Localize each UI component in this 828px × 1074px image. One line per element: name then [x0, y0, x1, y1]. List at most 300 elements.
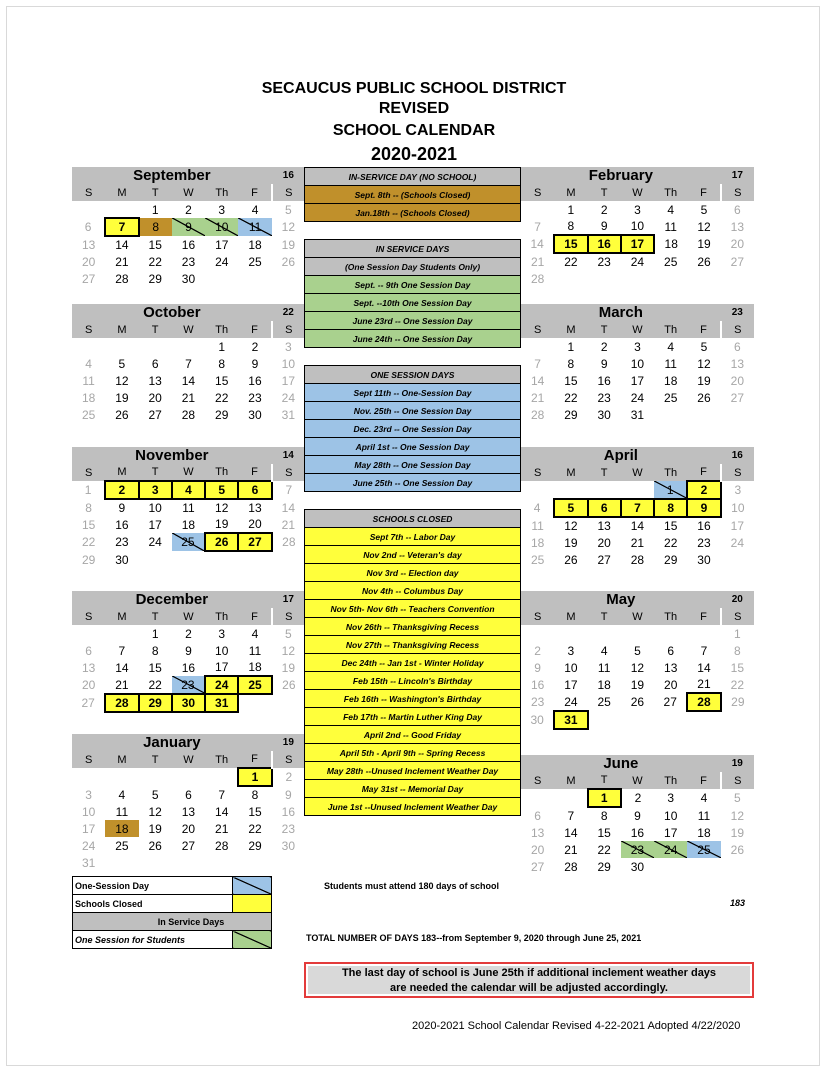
day-cell: 1 — [84, 483, 92, 497]
day-cell — [139, 338, 172, 355]
month-day-count: 17 — [721, 167, 754, 184]
weekday-header: S — [521, 464, 554, 481]
day-cell: 5 — [733, 791, 741, 805]
day-cell — [687, 858, 720, 875]
weekday-header: T — [588, 608, 621, 625]
day-cell: 17 — [730, 518, 744, 533]
weekday-header: S — [721, 184, 754, 201]
month-oct — [72, 304, 305, 423]
weekday-header: Th — [205, 321, 238, 338]
last-day-notice — [304, 962, 754, 998]
day-cell: 5 — [634, 643, 641, 658]
legend-item: IN-SERVICE DAY (NO SCHOOL) — [305, 168, 521, 186]
weekday-header: S — [72, 321, 105, 338]
day-cell: 9 — [634, 808, 641, 823]
day-cell: 28 — [564, 859, 578, 874]
day-cell: 30 — [115, 552, 129, 567]
day-cell: 19 — [697, 373, 711, 388]
weekday-header: T — [588, 464, 621, 481]
day-cell: 6 — [151, 356, 159, 371]
day-cell: 11 — [597, 660, 611, 675]
day-cell: 11 — [182, 501, 195, 515]
day-cell: 14 — [281, 500, 295, 515]
month-day-count: 19 — [272, 734, 305, 751]
legend-item: May 28th --Unused Inclement Weather Day — [305, 762, 521, 780]
day-cell: 22 — [148, 677, 162, 692]
day-cell: 13 — [81, 660, 96, 675]
day-cell: 27 — [597, 552, 611, 567]
day-cell: 1 — [588, 789, 621, 807]
day-cell: 27 — [730, 254, 745, 269]
day-cell: 3 — [218, 202, 226, 217]
day-cell: 7 — [218, 787, 226, 802]
day-cell: 23 — [181, 254, 196, 269]
legend-item: Feb 17th -- Martin Luther King Day — [305, 708, 521, 726]
day-cell — [521, 625, 554, 642]
day-cell: 19 — [148, 821, 162, 836]
day-cell: 27 — [663, 695, 677, 709]
day-cell: 23 — [621, 841, 654, 858]
day-cell: 4 — [118, 787, 126, 802]
weekday-header: W — [621, 321, 654, 338]
day-cell: 16 — [115, 517, 129, 532]
day-cell: 9 — [534, 660, 541, 675]
day-cell: 12 — [697, 356, 711, 371]
weekday-header: T — [588, 184, 621, 201]
calendar-label: SCHOOL CALENDAR — [332, 122, 496, 139]
day-cell: 7 — [118, 643, 126, 658]
day-cell: 6 — [185, 787, 192, 802]
weekday-header: M — [105, 464, 138, 481]
day-cell: 10 — [205, 218, 238, 236]
day-cell: 4 — [533, 501, 541, 515]
key-one-students-swatch — [233, 931, 272, 949]
district-name: SECAUCUS PUBLIC SCHOOL DISTRICT — [261, 80, 567, 97]
month-jan — [72, 734, 305, 871]
month-jun — [521, 755, 754, 875]
day-cell: 28 — [530, 407, 545, 422]
day-cell: 21 — [697, 677, 711, 691]
legend-item — [305, 222, 521, 240]
day-cell: 13 — [730, 356, 744, 371]
day-cell: 23 — [697, 535, 711, 550]
day-cell: 6 — [84, 220, 92, 234]
day-cell: 4 — [600, 643, 608, 658]
day-cell: 24 — [630, 390, 645, 405]
day-cell: 28 — [115, 271, 129, 286]
day-cell: 2 — [634, 791, 642, 805]
day-cell: 8 — [567, 356, 575, 371]
day-cell — [654, 270, 687, 287]
day-cell: 27 — [530, 859, 545, 874]
legend-item: June 25th -- One Session Day — [305, 474, 521, 492]
weekday-header: M — [554, 772, 587, 789]
day-cell: 16 — [597, 373, 611, 388]
day-cell: 23 — [597, 255, 611, 269]
day-cell: 28 — [630, 552, 645, 567]
day-cell: 23 — [530, 695, 545, 709]
day-cell: 8 — [151, 643, 159, 658]
day-cell: 7 — [534, 356, 541, 371]
day-cell: 29 — [248, 838, 262, 853]
legend-item: Dec. 23rd -- One Session Day — [305, 420, 521, 438]
day-cell: 15 — [81, 517, 96, 532]
day-cell: 9 — [284, 787, 292, 802]
day-cell: 26 — [697, 390, 711, 405]
day-cell: 30 — [530, 713, 544, 727]
day-cell: 27 — [81, 696, 95, 710]
weekday-header: T — [139, 464, 172, 481]
day-cell — [654, 406, 687, 423]
day-cell: 22 — [215, 390, 229, 405]
day-cell: 6 — [733, 339, 741, 354]
day-cell: 9 — [687, 499, 720, 517]
month-day-count: 16 — [272, 167, 305, 184]
day-cell: 14 — [530, 237, 544, 251]
legend-item: May 28th -- One Session Day — [305, 456, 521, 474]
day-cell: 30 — [181, 271, 196, 286]
day-cell: 20 — [148, 390, 162, 405]
key-closed-swatch — [233, 895, 272, 913]
day-cell: 31 — [205, 694, 238, 712]
day-cell: 27 — [181, 838, 196, 853]
day-cell: 6 — [85, 643, 92, 658]
day-cell — [139, 551, 172, 568]
day-cell: 26 — [115, 407, 129, 422]
day-cell — [621, 481, 654, 499]
day-cell: 17 — [148, 517, 162, 532]
day-cell: 3 — [734, 483, 742, 497]
legend-item: Nov 26th -- Thanksgiving Recess — [305, 618, 521, 636]
day-cell: 29 — [148, 271, 162, 286]
month-day-count: 19 — [721, 755, 754, 772]
legend-item: Jan.18th -- (Schools Closed) — [305, 204, 521, 222]
legend-item: May 31st -- Memorial Day — [305, 780, 521, 798]
day-cell: 21 — [181, 390, 196, 405]
day-cell: 18 — [664, 373, 678, 388]
day-cell: 12 — [215, 501, 229, 515]
month-name: December — [72, 591, 272, 608]
day-cell: 22 — [597, 842, 611, 857]
day-cell: 16 — [630, 825, 645, 840]
legend-item: Nov. 25th -- One Session Day — [305, 402, 521, 420]
weekday-header: F — [687, 184, 720, 201]
day-cell: 30 — [630, 859, 645, 874]
day-cell — [139, 854, 172, 871]
day-cell — [105, 338, 138, 355]
weekday-header: S — [72, 184, 105, 201]
day-cell: 25 — [81, 407, 96, 422]
day-cell: 19 — [281, 237, 296, 252]
day-cell: 22 — [564, 255, 578, 269]
day-cell: 6 — [534, 808, 541, 823]
weekday-header: W — [621, 184, 654, 201]
legend-item: June 1st --Unused Inclement Weather Day — [305, 798, 521, 816]
day-cell: 19 — [115, 390, 129, 405]
day-cell — [654, 711, 687, 729]
day-cell — [588, 625, 621, 642]
weekday-header: W — [172, 184, 205, 201]
day-cell: 31 — [554, 711, 587, 729]
day-cell: 12 — [630, 660, 645, 675]
day-cell: 26 — [205, 533, 238, 551]
weekday-header: S — [272, 608, 305, 625]
day-cell: 10 — [281, 356, 295, 371]
day-cell: 25 — [530, 552, 545, 567]
day-cell: 17 — [630, 373, 645, 388]
legend-item: Sept. -- 9th One Session Day — [305, 276, 521, 294]
day-cell: 20 — [664, 677, 678, 692]
day-cell — [521, 201, 554, 218]
day-cell: 29 — [597, 859, 611, 874]
key-closed-label: Schools Closed — [73, 895, 233, 913]
legend-item: Feb 15th -- Lincoln's Birthday — [305, 672, 521, 690]
day-cell: 23 — [172, 676, 205, 694]
weekday-header: S — [721, 321, 754, 338]
day-cell: 4 — [667, 339, 675, 354]
day-cell: 25 — [172, 533, 205, 551]
month-feb — [521, 167, 754, 287]
weekday-header: W — [621, 608, 654, 625]
weekday-header: F — [238, 608, 271, 625]
day-cell: 3 — [218, 626, 226, 641]
day-cell: 1 — [238, 768, 271, 786]
day-cell: 20 — [597, 535, 611, 550]
weekday-header: F — [687, 608, 720, 625]
weekday-header: Th — [654, 772, 687, 789]
day-cell: 9 — [251, 356, 259, 371]
day-cell: 18 — [181, 517, 196, 532]
day-cell: 22 — [81, 535, 96, 549]
weekday-header: F — [238, 184, 271, 201]
day-cell: 24 — [148, 535, 162, 549]
month-name: April — [521, 447, 721, 464]
weekday-header: F — [238, 321, 271, 338]
day-cell: 10 — [215, 643, 229, 658]
day-cell: 15 — [730, 660, 744, 675]
day-cell: 8 — [733, 643, 741, 658]
legend-item: June 23rd -- One Session Day — [305, 312, 521, 330]
day-cell: 1 — [567, 339, 575, 354]
day-cell: 3 — [567, 643, 575, 658]
day-cell: 3 — [667, 791, 675, 805]
weekday-header: S — [721, 608, 754, 625]
day-cell: 2 — [534, 643, 541, 658]
weekday-header: T — [139, 608, 172, 625]
day-cell: 14 — [630, 519, 645, 533]
month-name: October — [72, 304, 272, 321]
day-cell: 14 — [530, 373, 545, 388]
weekday-header: S — [72, 608, 105, 625]
attend-note: Students must attend 180 days of school — [324, 881, 500, 891]
day-cell: 7 — [567, 808, 575, 823]
day-cell: 18 — [530, 535, 545, 550]
day-cell: 14 — [697, 660, 711, 675]
day-cell: 4 — [667, 202, 675, 217]
day-cell: 1 — [654, 481, 687, 499]
day-cell: 26 — [281, 254, 296, 269]
day-cell: 17 — [621, 235, 654, 253]
day-cell: 7 — [285, 483, 293, 497]
day-cell: 28 — [181, 407, 196, 422]
weekday-header: M — [554, 608, 587, 625]
weekday-header: S — [521, 608, 554, 625]
legend-item: Dec 24th -- Jan 1st - Winter Holiday — [305, 654, 521, 672]
day-cell: 7 — [621, 499, 654, 517]
day-cell — [721, 711, 754, 729]
day-cell: 7 — [700, 643, 708, 658]
legend-item: April 1st -- One Session Day — [305, 438, 521, 456]
day-cell: 26 — [564, 552, 578, 567]
day-cell: 19 — [730, 825, 744, 840]
day-cell: 9 — [600, 356, 608, 371]
day-cell: 25 — [238, 676, 271, 694]
day-cell — [687, 270, 720, 287]
day-cell — [238, 854, 271, 871]
legend-item: April 5th - April 9th -- Spring Recess — [305, 744, 521, 762]
day-cell — [687, 625, 720, 642]
day-cell: 10 — [81, 804, 96, 819]
legend-item: April 2nd -- Good Friday — [305, 726, 521, 744]
weekday-header: M — [105, 321, 138, 338]
day-cell: 10 — [630, 219, 645, 233]
day-cell: 29 — [139, 694, 172, 712]
last-day-line2: are needed the calendar will be adjusted accordingly. — [390, 982, 668, 994]
day-cell — [105, 625, 138, 642]
day-cell: 15 — [554, 235, 587, 253]
day-cell: 7 — [185, 356, 192, 371]
weekday-header: Th — [654, 184, 687, 201]
weekday-header: T — [588, 772, 621, 789]
day-cell: 30 — [281, 838, 296, 853]
day-cell: 8 — [218, 356, 226, 371]
day-cell — [272, 694, 305, 712]
day-cell: 10 — [148, 501, 162, 515]
last-day-line1: The last day of school is June 25th if additional inclement weather days — [341, 967, 717, 979]
day-cell — [205, 551, 238, 568]
day-cell: 30 — [248, 407, 262, 422]
day-cell: 24 — [730, 535, 744, 550]
day-cell: 27 — [148, 407, 162, 422]
day-cell: 14 — [115, 660, 129, 675]
day-cell: 12 — [697, 219, 711, 234]
footer-note: 2020-2021 School Calendar Revised 4-22-2021 Adopted 4/22/2020 — [412, 1020, 741, 1032]
day-cell: 2 — [285, 770, 293, 784]
weekday-header: W — [621, 772, 654, 789]
day-cell: 24 — [564, 694, 578, 709]
weekday-header: Th — [205, 184, 238, 201]
day-cell: 25 — [115, 838, 129, 853]
day-cell: 8 — [251, 788, 259, 802]
day-cell: 28 — [105, 694, 138, 712]
day-cell: 30 — [172, 694, 205, 712]
day-cell: 16 — [248, 373, 262, 388]
day-cell: 20 — [181, 821, 196, 836]
day-cell: 18 — [81, 390, 96, 405]
day-cell — [172, 551, 205, 568]
day-cell: 28 — [282, 535, 296, 549]
month-name: March — [521, 304, 721, 321]
weekday-header: S — [721, 772, 754, 789]
day-cell: 20 — [530, 842, 545, 857]
day-cell: 26 — [730, 842, 744, 857]
day-cell — [654, 625, 687, 642]
day-cell — [621, 711, 654, 729]
month-day-count: 20 — [721, 591, 754, 608]
day-cell: 12 — [115, 373, 129, 388]
day-cell — [554, 625, 587, 642]
day-cell: 8 — [654, 499, 687, 517]
day-cell: 4 — [85, 356, 92, 371]
month-dec — [72, 591, 305, 713]
day-cell: 29 — [664, 552, 678, 567]
day-cell: 6 — [238, 481, 271, 499]
weekday-header: W — [172, 321, 205, 338]
day-cell: 25 — [248, 254, 262, 269]
day-cell: 5 — [284, 626, 292, 641]
weekday-header: S — [72, 464, 105, 481]
day-cell: 5 — [554, 499, 587, 517]
day-cell: 17 — [215, 237, 229, 252]
day-cell: 27 — [730, 390, 744, 405]
day-cell: 24 — [654, 841, 687, 858]
day-cell — [621, 625, 654, 642]
day-cell: 25 — [597, 695, 611, 709]
day-cell: 1 — [733, 626, 741, 641]
weekday-header: S — [272, 321, 305, 338]
day-cell — [588, 270, 621, 287]
day-cell: 18 — [597, 677, 611, 692]
day-cell: 13 — [81, 237, 96, 252]
day-cell: 25 — [687, 841, 720, 858]
day-cell: 24 — [81, 838, 96, 853]
day-cell: 9 — [172, 218, 205, 236]
weekday-header: M — [105, 608, 138, 625]
month-name: January — [72, 734, 272, 751]
day-cell: 31 — [281, 407, 295, 422]
day-cell: 19 — [281, 660, 296, 675]
day-cell: 22 — [564, 390, 578, 405]
legend-item: Feb 16th -- Washington's Birthday — [305, 690, 521, 708]
month-day-count: 16 — [721, 447, 754, 464]
day-cell: 10 — [664, 808, 678, 823]
legend-item: Nov 27th -- Thanksgiving Recess — [305, 636, 521, 654]
day-cell: 15 — [215, 373, 229, 388]
day-cell: 11 — [664, 356, 677, 371]
month-nov — [72, 447, 305, 568]
weekday-header: T — [139, 751, 172, 768]
day-cell: 29 — [731, 695, 745, 709]
day-cell: 20 — [81, 678, 96, 692]
day-cell: 14 — [115, 238, 129, 252]
legend-item: Sept 7th -- Labor Day — [305, 528, 521, 546]
day-cell: 4 — [700, 791, 708, 805]
weekday-header: Th — [654, 321, 687, 338]
day-cell: 19 — [215, 517, 229, 531]
day-cell: 23 — [248, 390, 262, 405]
weekday-header: Th — [654, 464, 687, 481]
day-cell: 3 — [284, 339, 292, 354]
day-cell — [172, 854, 205, 871]
day-cell: 20 — [730, 237, 745, 251]
color-key — [72, 876, 272, 949]
legend-item: Sept 11th -- One-Session Day — [305, 384, 521, 402]
day-cell: 17 — [564, 677, 578, 692]
day-cell: 13 — [597, 519, 611, 533]
day-cell: 14 — [564, 825, 578, 840]
day-cell — [105, 768, 138, 786]
day-cell — [172, 768, 205, 786]
